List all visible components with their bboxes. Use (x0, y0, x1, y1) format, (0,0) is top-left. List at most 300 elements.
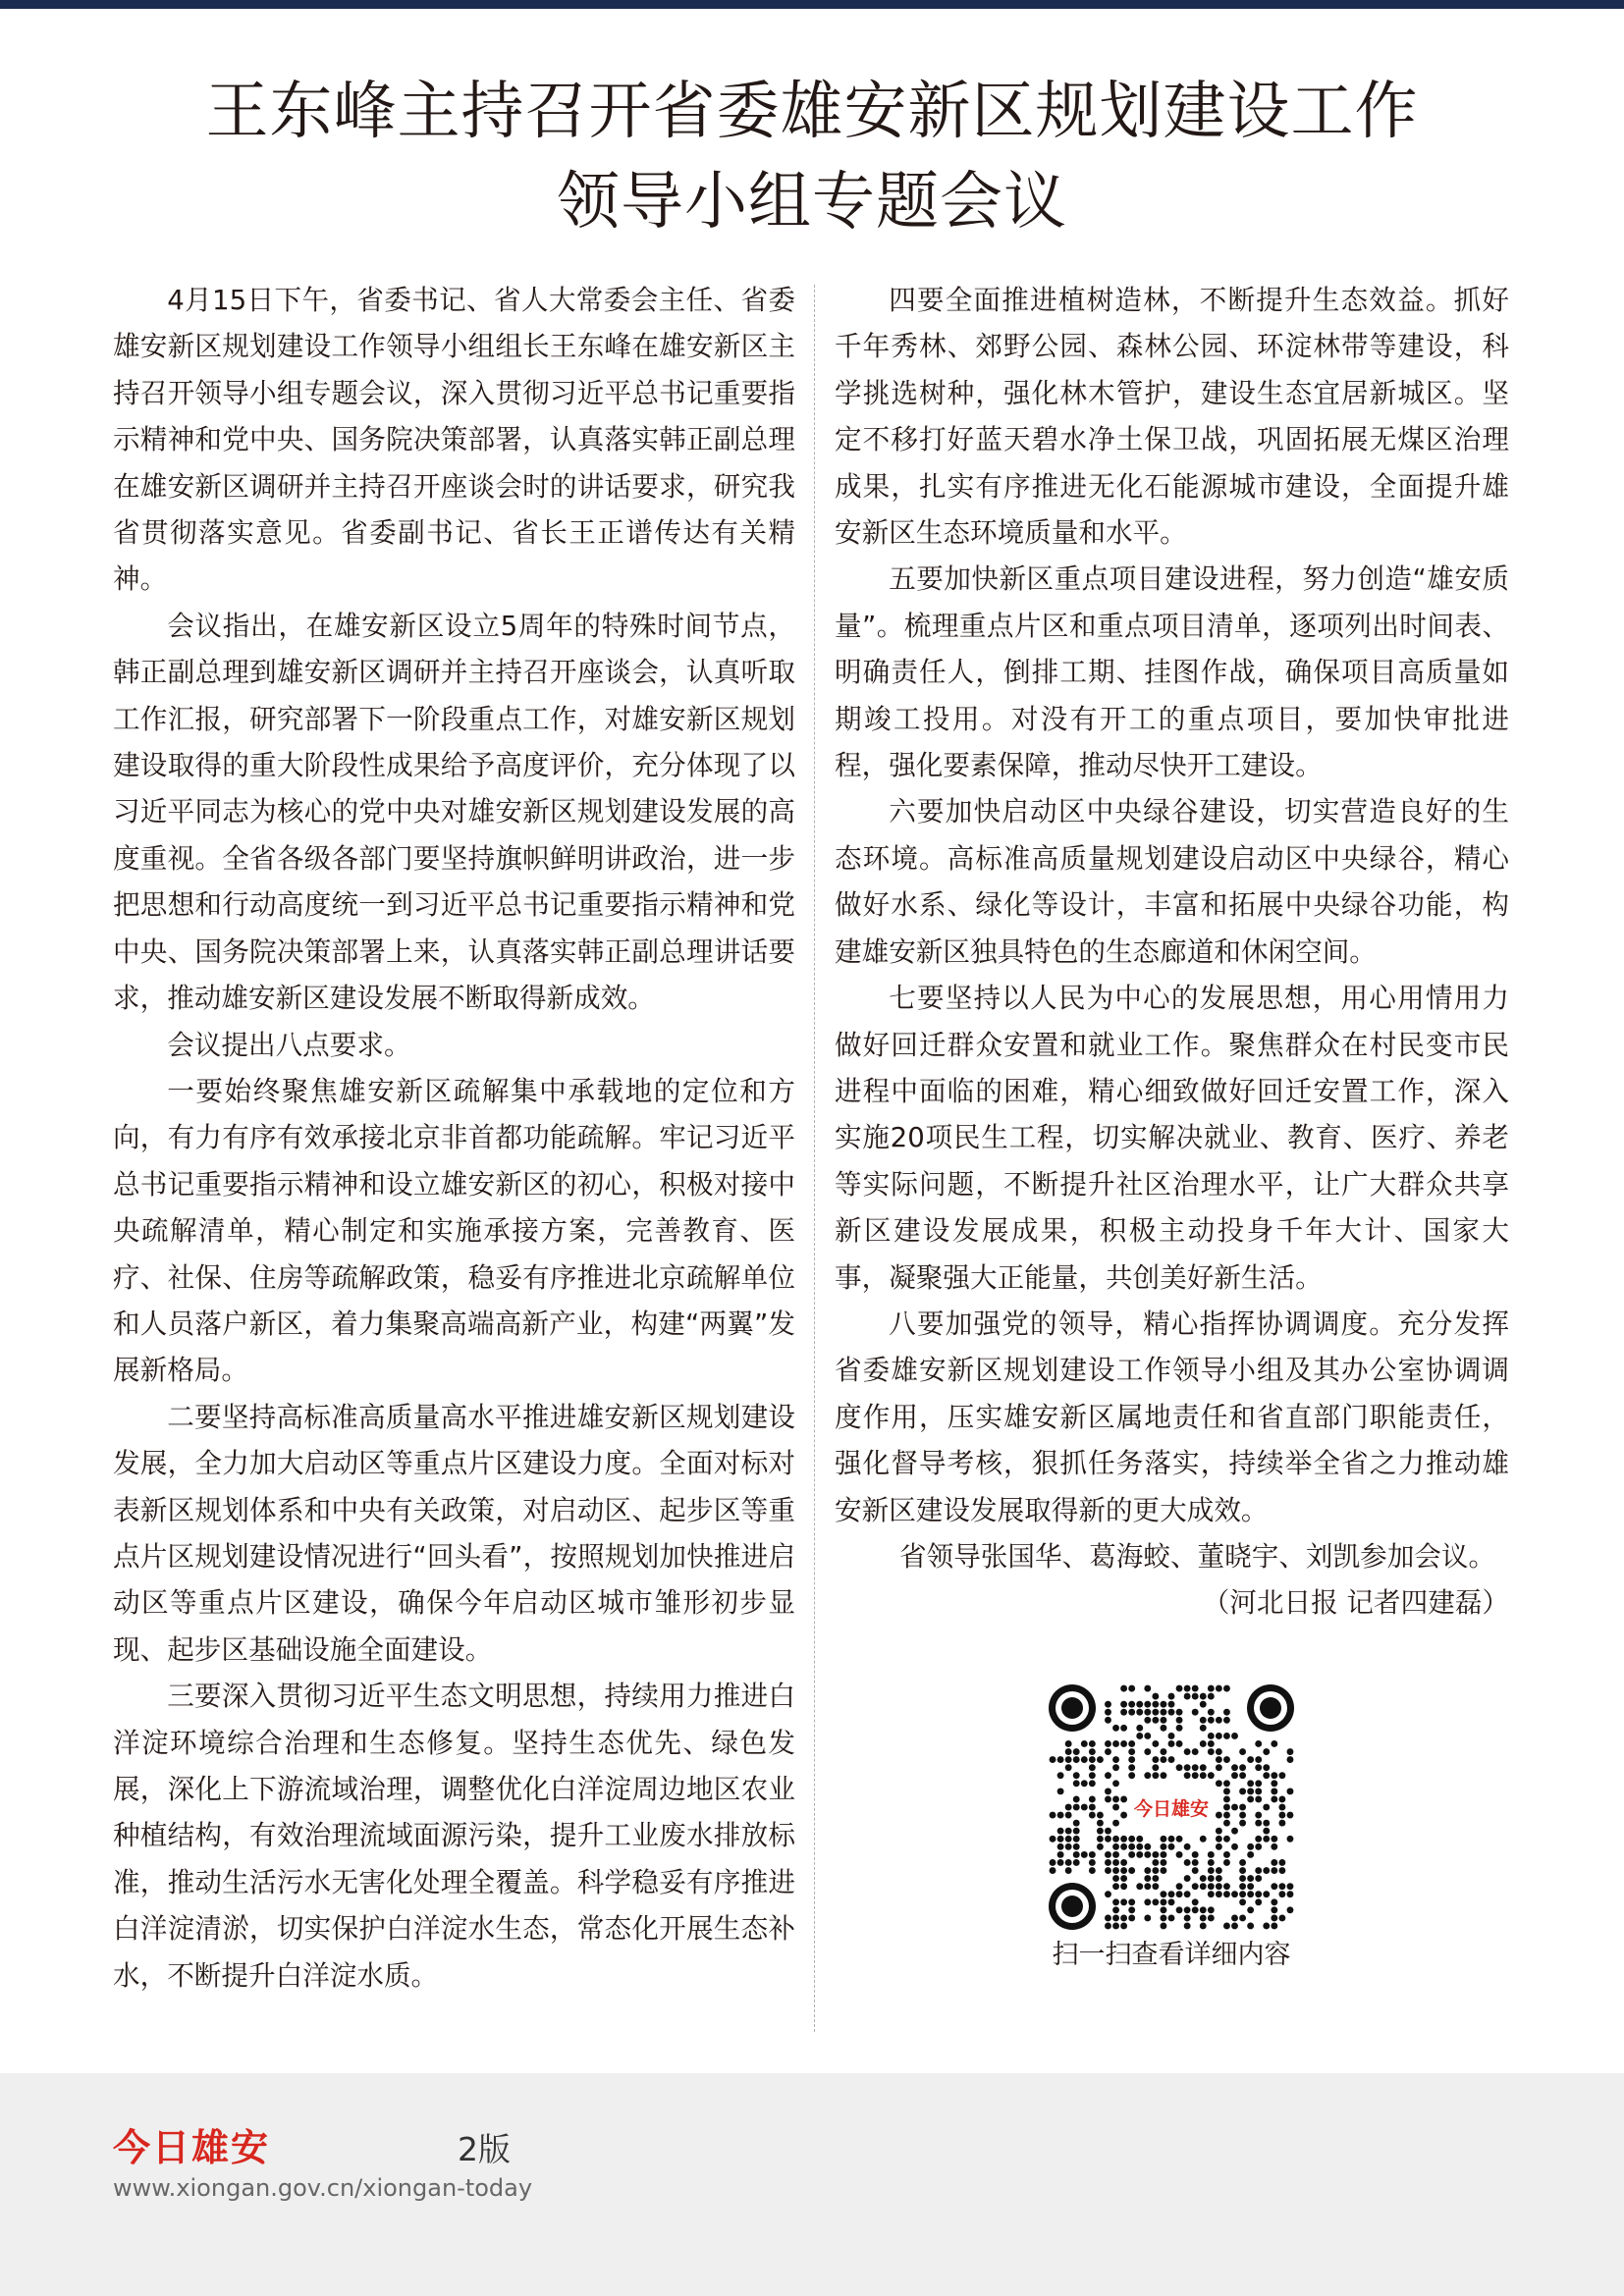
qr-module (1287, 1748, 1294, 1755)
qr-module (1255, 1788, 1262, 1794)
qr-module (1065, 1836, 1072, 1842)
qr-module (1168, 1693, 1175, 1700)
qr-module (1208, 1914, 1215, 1921)
qr-module (1208, 1891, 1215, 1897)
qr-module (1168, 1914, 1175, 1921)
qr-module (1278, 1812, 1285, 1819)
qr-module (1152, 1859, 1159, 1866)
qr-module (1223, 1851, 1230, 1858)
qr-module (1176, 1764, 1183, 1771)
qr-module (1192, 1709, 1199, 1716)
qr-module (1231, 1804, 1238, 1811)
qr-module (1136, 1733, 1143, 1739)
qr-module (1112, 1836, 1119, 1842)
qr-module (1216, 1867, 1222, 1874)
qr-module (1112, 1843, 1119, 1850)
qr-module (1112, 1740, 1119, 1747)
qr-module (1128, 1906, 1135, 1913)
qr-module (1120, 1709, 1127, 1716)
qr-module (1065, 1812, 1072, 1819)
qr-module (1192, 1851, 1199, 1858)
qr-module (1271, 1914, 1277, 1921)
qr-module (1161, 1851, 1167, 1858)
qr-module (1192, 1748, 1199, 1755)
qr-module (1105, 1836, 1111, 1842)
qr-module (1255, 1843, 1262, 1850)
qr-module (1231, 1891, 1238, 1897)
qr-module (1152, 1693, 1159, 1700)
qr-module (1112, 1867, 1119, 1874)
qr-module (1089, 1804, 1096, 1811)
qr-module (1239, 1898, 1246, 1905)
qr-module (1223, 1717, 1230, 1724)
qr-module (1136, 1725, 1143, 1732)
qr-module (1200, 1923, 1207, 1930)
qr-module (1105, 1914, 1111, 1921)
qr-module (1120, 1898, 1127, 1905)
qr-module (1184, 1906, 1191, 1913)
qr-module (1271, 1923, 1277, 1930)
qr-module (1216, 1764, 1222, 1771)
qr-module (1231, 1733, 1238, 1739)
page-number: 2版 (458, 2130, 511, 2168)
qr-module (1168, 1898, 1175, 1905)
qr-module (1208, 1685, 1215, 1692)
qr-module (1184, 1748, 1191, 1755)
qr-module (1057, 1843, 1064, 1850)
qr-module (1120, 1836, 1127, 1842)
qr-module (1216, 1756, 1222, 1763)
qr-module (1231, 1914, 1238, 1921)
qr-module (1200, 1725, 1207, 1732)
qr-module (1231, 1764, 1238, 1771)
qr-module (1176, 1725, 1183, 1732)
qr-module (1200, 1914, 1207, 1921)
qr-module (1065, 1867, 1072, 1874)
qr-module (1271, 1898, 1277, 1905)
qr-module (1239, 1914, 1246, 1921)
article-paragraph: 八要加强党的领导，精心指挥协调调度。充分发挥省委雄安新区规划建设工作领导小组及其办公室协调调度作用，压实雄安新区属地责任和省直部门职能责任，强化督导考核，狠抓任务落实，持续举全省之力推动雄安新区建设发展取得新的更大成效。 (835, 1307, 1509, 1526)
qr-module (1184, 1875, 1191, 1882)
qr-module (1089, 1796, 1096, 1803)
qr-module (1105, 1717, 1111, 1724)
qr-module (1247, 1796, 1254, 1803)
article-title-line-1: 王东峰主持召开省委雄安新区规划建设工作 (205, 76, 1419, 148)
qr-module (1144, 1717, 1151, 1724)
qr-module (1081, 1804, 1088, 1811)
qr-module (1271, 1906, 1277, 1913)
qr-finder-top-right (1247, 1684, 1294, 1732)
article-column-left (113, 277, 795, 1999)
qr-module (1168, 1733, 1175, 1739)
footer-url-link[interactable]: www.xiongan.gov.cn/xiongan-today (113, 2174, 533, 2202)
qr-module (1216, 1843, 1222, 1850)
source-byline: （河北日报 记者四建磊） (1202, 1586, 1509, 1620)
qr-code[interactable] (1049, 1684, 1294, 1930)
article-paragraph: 五要加快新区重点项目建设进程，努力创造“雄安质量”。梳理重点片区和重点项目清单，逐项列出时间表、明确责任人，倒排工期、挂图作战，确保项目高质量如期竣工投用。对没有开工的重点项目，要加快审批进程，强化要素保障，推动尽快开工建设。 (835, 562, 1509, 782)
qr-module (1089, 1859, 1096, 1866)
qr-module (1278, 1867, 1285, 1874)
qr-module (1105, 1788, 1111, 1794)
qr-module (1120, 1843, 1127, 1850)
qr-module (1161, 1717, 1167, 1724)
qr-module (1112, 1764, 1119, 1771)
qr-module (1200, 1883, 1207, 1890)
qr-module (1287, 1891, 1294, 1897)
qr-module (1128, 1740, 1135, 1747)
article-title (0, 67, 1624, 247)
qr-module (1239, 1764, 1246, 1771)
qr-module (1105, 1891, 1111, 1897)
top-accent-bar (0, 0, 1624, 9)
qr-module (1081, 1740, 1088, 1747)
qr-module (1271, 1883, 1277, 1890)
qr-module (1168, 1891, 1175, 1897)
qr-module (1144, 1748, 1151, 1755)
qr-module (1239, 1875, 1246, 1882)
qr-module (1231, 1923, 1238, 1930)
qr-module (1057, 1772, 1064, 1779)
qr-module (1105, 1828, 1111, 1835)
qr-module (1097, 1836, 1104, 1842)
qr-module (1144, 1733, 1151, 1739)
qr-module (1120, 1914, 1127, 1921)
qr-module (1223, 1812, 1230, 1819)
article-paragraph: 4月15日下午，省委书记、省人大常委会主任、省委雄安新区规划建设工作领导小组组长王东峰在雄安新区主持召开领导小组专题会议，深入贯彻习近平总书记重要指示精神和党中央、国务院决策部署，认真落实韩正副总理在雄安新区调研并主持召开座谈会时的讲话要求，研究我省贯彻落实意见。省委副书记、省长王正谱传达有关精神。 (113, 284, 795, 596)
qr-module (1128, 1772, 1135, 1779)
qr-module (1073, 1772, 1080, 1779)
qr-module (1287, 1836, 1294, 1842)
qr-module (1161, 1843, 1167, 1850)
qr-module (1255, 1867, 1262, 1874)
qr-module (1263, 1867, 1270, 1874)
qr-module (1057, 1836, 1064, 1842)
qr-module (1239, 1859, 1246, 1866)
qr-module (1192, 1693, 1199, 1700)
qr-module (1057, 1788, 1064, 1794)
article-paragraph: 七要坚持以人民为中心的发展思想，用心用情用力做好回迁群众安置和就业工作。聚焦群众在村民变市民进程中面临的困难，精心细致做好回迁安置工作，深入实施20项民生工程，切实解决就业、教育、医疗、养老等实际问题，不断提升社区治理水平，让广大群众共享新区建设发展成果，积极主动投身千年大计、国家大事，凝聚强大正能量，共创美好新生活。 (835, 982, 1509, 1294)
article-paragraph: 六要加快启动区中央绿谷建设，切实营造良好的生态环境。高标准高质量规划建设启动区中央绿谷，精心做好水系、绿化等设计，丰富和拓展中央绿谷功能，构建雄安新区独具特色的生态廊道和休闲空间。 (835, 795, 1509, 968)
qr-module (1112, 1914, 1119, 1921)
qr-module (1120, 1740, 1127, 1747)
qr-module (1192, 1859, 1199, 1866)
qr-module (1120, 1685, 1127, 1692)
qr-module (1152, 1883, 1159, 1890)
qr-module (1089, 1812, 1096, 1819)
qr-module (1161, 1898, 1167, 1905)
qr-module (1152, 1772, 1159, 1779)
qr-module (1161, 1725, 1167, 1732)
qr-module (1073, 1843, 1080, 1850)
qr-module (1223, 1859, 1230, 1866)
qr-caption: 扫一扫查看详细内容 (1052, 1940, 1291, 1970)
qr-module (1161, 1859, 1167, 1866)
qr-module (1089, 1740, 1096, 1747)
qr-module (1278, 1820, 1285, 1827)
qr-module (1287, 1788, 1294, 1794)
qr-module (1152, 1709, 1159, 1716)
qr-module (1073, 1851, 1080, 1858)
qr-module (1128, 1764, 1135, 1771)
qr-module (1144, 1851, 1151, 1858)
qr-module (1152, 1898, 1159, 1905)
qr-module (1161, 1867, 1167, 1874)
qr-module (1152, 1867, 1159, 1874)
qr-module (1105, 1740, 1111, 1747)
qr-module (1057, 1828, 1064, 1835)
qr-module (1192, 1685, 1199, 1692)
qr-module (1073, 1828, 1080, 1835)
qr-module (1231, 1772, 1238, 1779)
qr-module (1255, 1812, 1262, 1819)
qr-module (1208, 1859, 1215, 1866)
qr-module (1263, 1804, 1270, 1811)
qr-module (1247, 1875, 1254, 1882)
qr-module (1184, 1772, 1191, 1779)
qr-module (1081, 1756, 1088, 1763)
qr-module (1161, 1756, 1167, 1763)
qr-module (1247, 1923, 1254, 1930)
qr-module (1144, 1843, 1151, 1850)
qr-module (1105, 1867, 1111, 1874)
footer-logo: 今日雄安 (113, 2125, 271, 2169)
qr-module (1073, 1780, 1080, 1787)
qr-module (1176, 1906, 1183, 1913)
qr-module (1089, 1851, 1096, 1858)
qr-module (1208, 1875, 1215, 1882)
qr-module (1144, 1709, 1151, 1716)
qr-module (1144, 1883, 1151, 1890)
qr-module (1168, 1740, 1175, 1747)
qr-module (1089, 1772, 1096, 1779)
qr-module (1050, 1836, 1056, 1842)
qr-module (1073, 1796, 1080, 1803)
qr-module (1161, 1772, 1167, 1779)
qr-center-logo-text: 今日雄安 (1133, 1798, 1210, 1820)
qr-module (1247, 1851, 1254, 1858)
qr-module (1073, 1859, 1080, 1866)
qr-module (1223, 1796, 1230, 1803)
qr-module (1223, 1836, 1230, 1842)
qr-module (1192, 1883, 1199, 1890)
qr-module (1255, 1796, 1262, 1803)
qr-module (1208, 1772, 1215, 1779)
qr-module (1176, 1851, 1183, 1858)
qr-module (1216, 1733, 1222, 1739)
qr-module (1208, 1906, 1215, 1913)
qr-module (1105, 1859, 1111, 1866)
qr-module (1168, 1756, 1175, 1763)
qr-module (1120, 1701, 1127, 1708)
qr-module (1184, 1859, 1191, 1866)
qr-module (1255, 1820, 1262, 1827)
qr-module (1176, 1685, 1183, 1692)
qr-module (1065, 1804, 1072, 1811)
qr-module (1128, 1756, 1135, 1763)
qr-module (1231, 1843, 1238, 1850)
qr-module (1200, 1764, 1207, 1771)
qr-module (1271, 1859, 1277, 1866)
qr-module (1271, 1843, 1277, 1850)
qr-module (1287, 1906, 1294, 1913)
qr-module (1239, 1891, 1246, 1897)
qr-module (1223, 1788, 1230, 1794)
qr-module (1089, 1756, 1096, 1763)
article-paragraph: 会议指出，在雄安新区设立5周年的特殊时间节点，韩正副总理到雄安新区调研并主持召开座谈会，认真听取工作汇报，研究部署下一阶段重点工作，对雄安新区规划建设取得的重大阶段性成果给予高度评价，充分体现了以习近平同志为核心的党中央对雄安新区规划建设发展的高度重视。全省各级各部门要坚持旗帜鲜明讲政治，进一步把思想和行动高度统一到习近平总书记重要指示精神和党中央、国务院决策部署上来，认真落实韩正副总理讲话要求，推动雄安新区建设发展不断取得新成效。 (113, 609, 795, 1015)
qr-module (1263, 1764, 1270, 1771)
qr-module (1239, 1820, 1246, 1827)
qr-module (1128, 1867, 1135, 1874)
qr-module (1271, 1780, 1277, 1787)
qr-module (1176, 1883, 1183, 1890)
qr-module (1152, 1764, 1159, 1771)
qr-module (1073, 1748, 1080, 1755)
qr-module (1073, 1756, 1080, 1763)
qr-module (1168, 1709, 1175, 1716)
qr-module (1255, 1898, 1262, 1905)
qr-module (1089, 1780, 1096, 1787)
qr-module (1216, 1883, 1222, 1890)
qr-module (1184, 1891, 1191, 1897)
qr-module (1136, 1851, 1143, 1858)
qr-module (1161, 1914, 1167, 1921)
qr-module (1057, 1756, 1064, 1763)
qr-module (1216, 1717, 1222, 1724)
qr-module (1136, 1836, 1143, 1842)
qr-module (1161, 1923, 1167, 1930)
qr-module (1216, 1828, 1222, 1835)
qr-module (1184, 1923, 1191, 1930)
qr-module (1239, 1748, 1246, 1755)
qr-module (1208, 1748, 1215, 1755)
qr-module (1216, 1685, 1222, 1692)
qr-module (1263, 1772, 1270, 1779)
article-column-right (835, 277, 1509, 1627)
qr-module (1176, 1740, 1183, 1747)
qr-module (1050, 1756, 1056, 1763)
qr-module (1192, 1867, 1199, 1874)
qr-module (1120, 1923, 1127, 1930)
qr-module (1255, 1891, 1262, 1897)
qr-module (1200, 1701, 1207, 1708)
qr-module (1192, 1764, 1199, 1771)
qr-module (1263, 1748, 1270, 1755)
qr-module (1089, 1867, 1096, 1874)
qr-module (1065, 1859, 1072, 1866)
qr-module (1200, 1836, 1207, 1842)
qr-module (1057, 1812, 1064, 1819)
qr-module (1112, 1756, 1119, 1763)
qr-module (1112, 1906, 1119, 1913)
qr-module (1161, 1709, 1167, 1716)
attendees-line: 省领导张国华、葛海蛟、董晓宇、刘凯参加会议。 (899, 1539, 1496, 1573)
qr-module (1239, 1883, 1246, 1890)
qr-module (1120, 1725, 1127, 1732)
qr-module (1263, 1836, 1270, 1842)
qr-module (1161, 1748, 1167, 1755)
article-paragraph: 三要深入贯彻习近平生态文明思想，持续用力推进白洋淀环境综合治理和生态修复。坚持生态优先、绿色发展，深化上下游流域治理，调整优化白洋淀周边地区农业种植结构，有效治理流域面源污染，提升工业废水排放标准，推动生活污水无害化处理全覆盖。科学稳妥有序推进白洋淀清淤，切实保护白洋淀水生态，常态化开展生态补水，不断提升白洋淀水质。 (113, 1680, 795, 1992)
qr-module (1136, 1701, 1143, 1708)
qr-module (1105, 1772, 1111, 1779)
qr-module (1223, 1820, 1230, 1827)
qr-module (1208, 1740, 1215, 1747)
qr-module (1112, 1780, 1119, 1787)
qr-module (1073, 1836, 1080, 1842)
qr-module (1144, 1867, 1151, 1874)
qr-module (1263, 1820, 1270, 1827)
qr-module (1239, 1867, 1246, 1874)
qr-module (1144, 1875, 1151, 1882)
qr-module (1247, 1780, 1254, 1787)
qr-module (1255, 1875, 1262, 1882)
qr-module (1271, 1788, 1277, 1794)
qr-module (1208, 1717, 1215, 1724)
qr-module (1184, 1843, 1191, 1850)
qr-module (1200, 1772, 1207, 1779)
qr-module (1144, 1772, 1151, 1779)
qr-module (1152, 1740, 1159, 1747)
qr-module (1097, 1812, 1104, 1819)
qr-module (1271, 1740, 1277, 1747)
qr-module (1255, 1764, 1262, 1771)
qr-module (1065, 1828, 1072, 1835)
qr-module (1216, 1780, 1222, 1787)
qr-module (1128, 1709, 1135, 1716)
qr-module (1208, 1883, 1215, 1890)
qr-module (1161, 1701, 1167, 1708)
qr-module (1176, 1836, 1183, 1842)
qr-module (1216, 1875, 1222, 1882)
qr-module (1081, 1780, 1088, 1787)
qr-module (1168, 1843, 1175, 1850)
qr-module (1239, 1812, 1246, 1819)
qr-module (1152, 1756, 1159, 1763)
qr-module (1247, 1788, 1254, 1794)
qr-module (1216, 1836, 1222, 1842)
qr-module (1112, 1923, 1119, 1930)
qr-module (1112, 1796, 1119, 1803)
qr-module (1208, 1851, 1215, 1858)
qr-module (1144, 1685, 1151, 1692)
qr-module (1120, 1875, 1127, 1882)
qr-code-image (1049, 1684, 1294, 1930)
qr-module (1223, 1733, 1230, 1739)
qr-module (1105, 1851, 1111, 1858)
qr-module (1152, 1851, 1159, 1858)
qr-module (1223, 1923, 1230, 1930)
qr-module (1184, 1693, 1191, 1700)
qr-module (1263, 1891, 1270, 1897)
qr-module (1128, 1836, 1135, 1842)
qr-module (1097, 1828, 1104, 1835)
qr-module (1223, 1709, 1230, 1716)
qr-module (1152, 1875, 1159, 1882)
qr-module (1287, 1812, 1294, 1819)
qr-module (1112, 1898, 1119, 1905)
qr-module (1271, 1836, 1277, 1842)
qr-module (1239, 1804, 1246, 1811)
qr-module (1271, 1867, 1277, 1874)
qr-module (1223, 1804, 1230, 1811)
qr-module (1192, 1898, 1199, 1905)
article-paragraph: 二要坚持高标准高质量高水平推进雄安新区规划建设发展，全力加大启动区等重点片区建设力度。全面对标对表新区规划体系和中央有关政策，对启动区、起步区等重点片区规划建设情况进行“回头看”，按照规划加快推进启动区等重点片区建设，确保今年启动区城市雏形初步显现、起步区基础设施全面建设。 (113, 1400, 795, 1666)
qr-module (1112, 1851, 1119, 1858)
qr-module (1057, 1859, 1064, 1866)
qr-module (1208, 1733, 1215, 1739)
qr-module (1184, 1764, 1191, 1771)
qr-module (1128, 1898, 1135, 1905)
qr-module (1112, 1883, 1119, 1890)
